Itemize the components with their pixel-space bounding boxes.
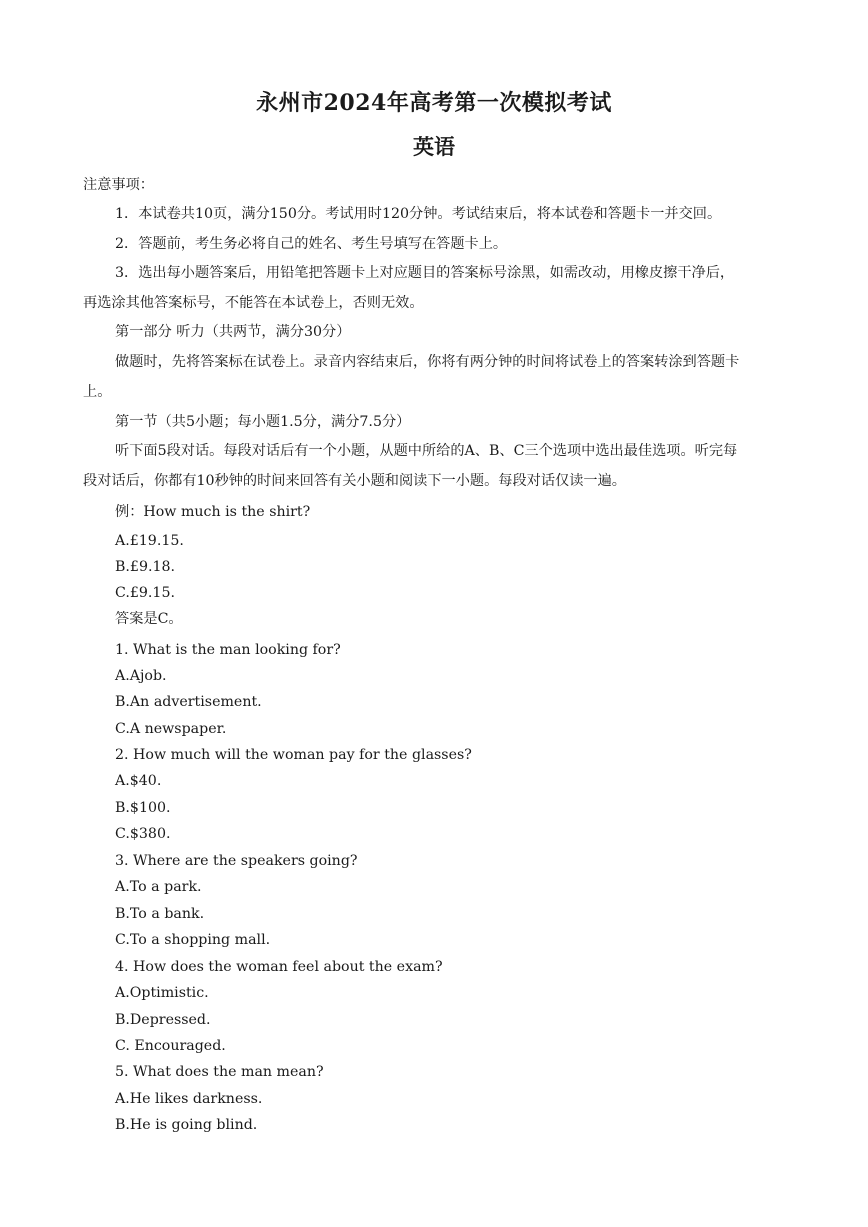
answer-option: C. Encouraged. <box>115 1038 226 1054</box>
answer-option: B.To a bank. <box>115 906 205 922</box>
answer-option: A.Ajob. <box>115 668 167 684</box>
answer-option: C.$380. <box>115 826 171 842</box>
example-option: A.£19.15. <box>115 533 184 549</box>
answer-option: B.Depressed. <box>115 1012 211 1028</box>
answer-option: B.An advertisement. <box>115 694 262 710</box>
question-text: 4. How does the woman feel about the exam? <box>115 959 443 975</box>
answer-option: C.A newspaper. <box>115 721 227 737</box>
question-text: 3. Where are the speakers going? <box>115 853 358 869</box>
exam-title: 永州市2024年高考第一次模拟考试 <box>256 90 612 116</box>
part1-instruction-continued: 上。 <box>83 384 112 400</box>
answer-option: A.$40. <box>115 773 162 789</box>
question-text: 1. What is the man looking for? <box>115 642 341 658</box>
answer-option: B.$100. <box>115 800 171 816</box>
section1-heading: 第一节（共5小题；每小题1.5分，满分7.5分） <box>115 414 411 430</box>
part1-instruction: 做题时，先将答案标在试卷上。录音内容结束后，你将有两分钟的时间将试卷上的答案转涂到答题卡 <box>115 354 740 370</box>
example-option: B.£9.18. <box>115 559 176 575</box>
subject-title: 英语 <box>413 134 455 159</box>
answer-option: C.To a shopping mall. <box>115 932 271 948</box>
section1-instruction-continued: 段对话后，你都有10秒钟的时间来回答有关小题和阅读下一小题。每段对话仅读一遍。 <box>83 473 626 489</box>
notice-item: 1．本试卷共10页，满分150分。考试用时120分钟。考试结束后，将本试卷和答题卡一并交回。 <box>115 206 722 222</box>
example-option: C.£9.15. <box>115 585 175 601</box>
answer-option: A.To a park. <box>115 879 202 895</box>
answer-option: A.Optimistic. <box>115 985 209 1001</box>
part1-heading: 第一部分 听力（共两节，满分30分） <box>115 324 351 340</box>
section1-instruction: 听下面5段对话。每段对话后有一个小题，从题中所给的A、B、C三个选项中选出最佳选项。听完每 <box>115 443 738 459</box>
example-question: 例：How much is the shirt? <box>115 504 311 520</box>
answer-option: A.He likes darkness. <box>115 1091 263 1107</box>
notice-item: 3．选出每小题答案后，用铅笔把答题卡上对应题目的答案标号涂黑，如需改动，用橡皮擦干净后， <box>115 265 735 281</box>
question-text: 2. How much will the woman pay for the glasses? <box>115 747 472 763</box>
notice-item-continued: 再选涂其他答案标号，不能答在本试卷上，否则无效。 <box>83 295 424 311</box>
example-answer: 答案是C。 <box>115 611 183 627</box>
answer-option: B.He is going blind. <box>115 1117 258 1133</box>
notice-heading: 注意事项： <box>83 177 154 193</box>
question-text: 5. What does the man mean? <box>115 1064 324 1080</box>
notice-item: 2．答题前，考生务必将自己的姓名、考生号填写在答题卡上。 <box>115 236 508 252</box>
